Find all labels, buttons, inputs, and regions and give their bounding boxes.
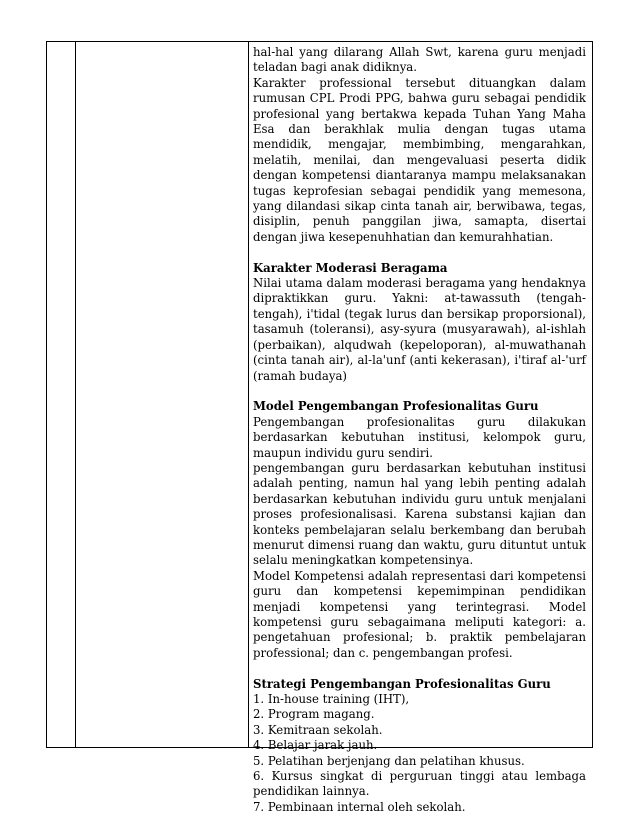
- paragraph: hal-hal yang dilarang Allah Swt, karena guru menjadi teladan bagi anak didiknya.: [253, 45, 586, 75]
- section-heading: Karakter Moderasi Beragama: [253, 260, 448, 275]
- table-frame: [46, 41, 593, 814]
- column-divider: [75, 42, 76, 747]
- column-divider: [248, 42, 249, 747]
- list-item: 1. In-house training (IHT),: [253, 692, 410, 707]
- paragraph: Nilai utama dalam moderasi beragama yang hendaknya dipraktikkan guru. Yakni: at-tawassuth (tengah-tengah), i'tidal (tegak lurus dan bersikap proporsional), tasamuh (toleransi), asy-syura (musyarawah), al-ishlah (perbaikan), alqudwah (kepeloporan), al-muwathanah (cinta tanah air), al-la'unf (anti kekerasan), i'tiraf al-'urf (ramah budaya): [253, 276, 586, 383]
- section-heading: Model Pengembangan Profesionalitas Guru: [253, 399, 539, 414]
- paragraph: Karakter professional tersebut dituangkan dalam rumusan CPL Prodi PPG, bahwa guru sebagai pendidik profesional yang bertakwa kepada Tuhan Yang Maha Esa dan berakhlak mulia dengan tugas utama mendidik, mengajar, membimbing, mengarahkan, melatih, menilai, dan mengevaluasi peserta didik dengan kompetensi diantaranya mampu melaksanakan tugas keprofesian sebagai pendidik yang memesona, yang dilandasi sikap cinta tanah air, berwibawa, tegas, disiplin, penuh panggilan jiwa, samapta, disertai dengan jiwa kesepenuhhatian dan kemurahhatian.: [253, 75, 586, 244]
- paragraph: Model Kompetensi adalah representasi dari kompetensi guru dan kompetensi kepemimpinan pendidikan menjadi kompetensi yang terintegrasi. Model kompetensi guru sebagaimana meliputi kategori: a. pengetahuan profesional; b. praktik pembelajaran professional; dan c. pengembangan profesi.: [253, 568, 586, 660]
- list-item: 2. Program magang.: [253, 707, 375, 722]
- paragraph: Pengembangan profesionalitas guru dilakukan berdasarkan kebutuhan institusi, kelompok guru, maupun individu guru sendiri.: [253, 414, 586, 460]
- list-item: 5. Pelatihan berjenjang dan pelatihan khusus.: [253, 753, 525, 768]
- list-item: 6. Kursus singkat di perguruan tinggi atau lembaga pendidikan lainnya.: [253, 769, 586, 799]
- list-item: 3. Kemitraan sekolah.: [253, 722, 383, 737]
- section-heading: Strategi Pengembangan Profesionalitas Guru: [253, 676, 551, 691]
- paragraph: pengembangan guru berdasarkan kebutuhan institusi adalah penting, namun hal yang lebih penting adalah berdasarkan kebutuhan individu guru untuk menjalani proses profesionalisasi. Karena substansi kajian dan konteks pembelajaran selalu berkembang dan berubah menurut dimensi ruang dan waktu, guru dituntut untuk selalu meningkatkan kompetensinya.: [253, 460, 586, 568]
- table-cell-content: [253, 45, 586, 815]
- list-item: 7. Pembinaan internal oleh sekolah.: [253, 799, 466, 814]
- list-item: 4. Belajar jarak jauh.: [253, 738, 378, 753]
